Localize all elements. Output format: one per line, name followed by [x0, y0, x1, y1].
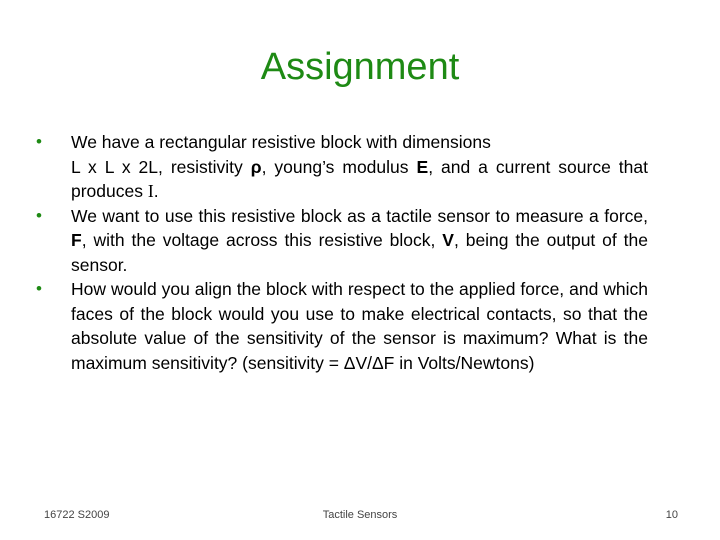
bullet-item	[36, 204, 648, 278]
bullet-dot-icon: •	[36, 205, 42, 225]
bullet-text	[71, 204, 648, 278]
bullet-dot-icon: •	[36, 132, 42, 151]
voltage-symbol: V	[442, 230, 454, 250]
bullet-text-segment: We want to use this resistive block as a tactile sensor to measure a force,	[71, 205, 648, 226]
bullet-text	[71, 130, 648, 204]
bullet-item	[36, 277, 648, 375]
footer-topic: Tactile Sensors	[322, 509, 398, 521]
force-symbol: F	[71, 230, 82, 250]
bullet-text-segment: , with the voltage across this resistive block,	[81, 230, 443, 250]
bullet-text: How would you align the block with respect to the applied force, and which faces of the block would you use to make electrical contacts, so that the absolute value of the sensitivity of the sensor is maximum? What is the maximum sensitivity? (sensitivity = ΔV/ΔF in Volts/Newtons)	[71, 279, 648, 373]
bullet-text-segment: , and a current source that produces	[71, 156, 648, 201]
footer-page-number: 10	[665, 509, 678, 521]
bullet-item	[36, 130, 648, 204]
bullet-text-segment: L x L x 2L, resistivity	[71, 156, 251, 177]
bullet-line: We have a rectangular resistive block with dimensions	[71, 132, 491, 152]
slide-title: Assignment	[260, 46, 460, 88]
bullet-text-segment: , young’s modulus	[261, 156, 417, 177]
bullet-text-segment: .	[153, 181, 159, 201]
bullet-dot-icon: •	[36, 279, 42, 298]
bullet-list	[36, 130, 648, 375]
rho-symbol: ρ	[250, 156, 262, 177]
current-symbol: I	[147, 181, 154, 201]
footer-course-code: 16722 S2009	[44, 509, 110, 521]
modulus-symbol: E	[416, 156, 429, 177]
bullet-text-segment: , being the output of the sensor.	[71, 230, 648, 275]
